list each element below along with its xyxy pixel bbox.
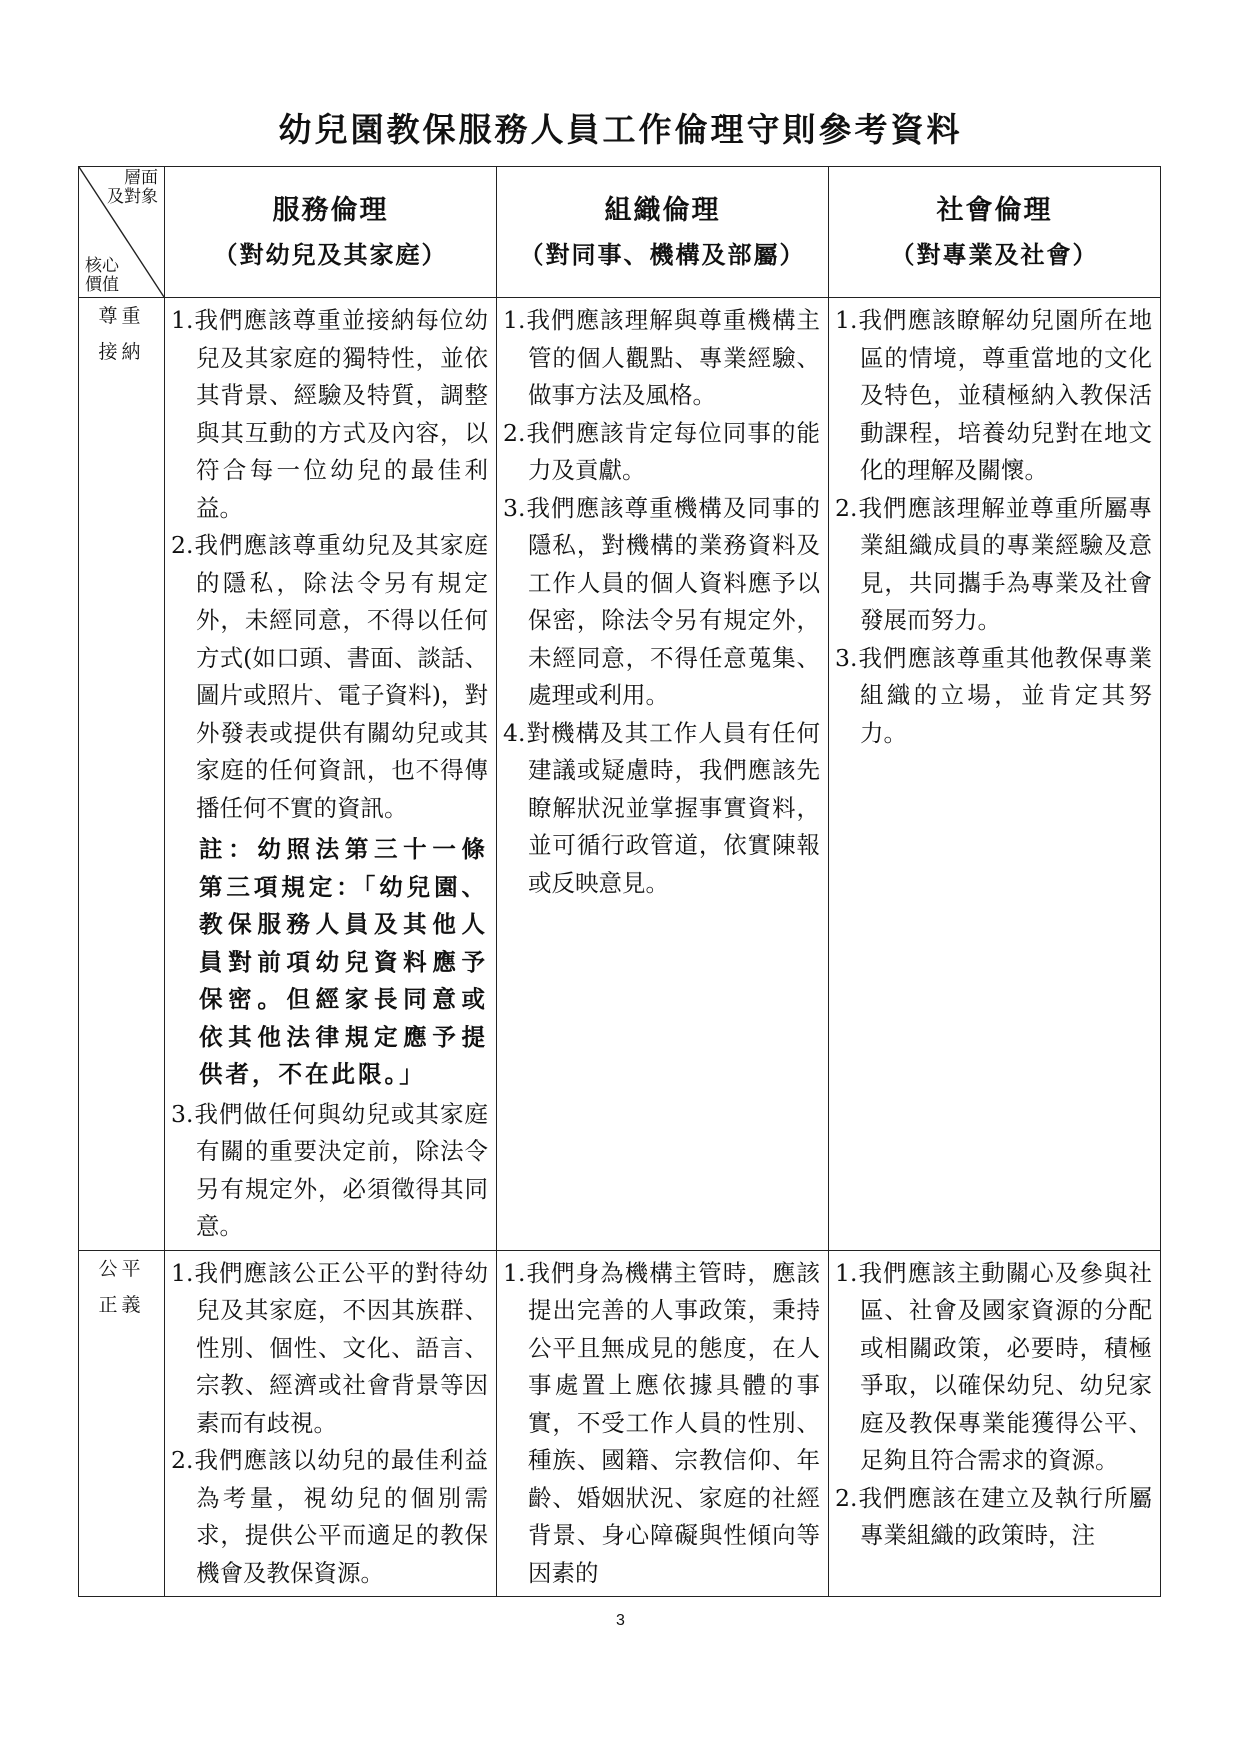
ethics-code-table xyxy=(78,166,1161,1597)
column-header-service xyxy=(165,167,497,298)
core-value-line: 公平 xyxy=(98,1257,145,1280)
column-title: 組織倫理 xyxy=(604,195,721,226)
column-subtitle: （對幼兒及其家庭） xyxy=(213,240,448,269)
table-row xyxy=(79,298,1161,1251)
core-value-cell xyxy=(79,298,165,1251)
column-header-organization xyxy=(497,167,829,298)
list-item: 1.我們應該尊重並接納每位幼兒及其家庭的獨特性，並依其背景、經驗及特質，調整與其互動的方式及內容，以符合每一位幼兒的最佳利益。 xyxy=(171,306,488,522)
table-header-row xyxy=(79,167,1161,298)
list-item: 1.我們應該瞭解幼兒園所在地區的情境，尊重當地的文化及特色，並積極納入教保活動課程，培養幼兒對在地文化的理解及關懷。 xyxy=(835,306,1152,484)
list-item: 1.我們應該理解與尊重機構主管的個人觀點、專業經驗、做事方法及風格。 xyxy=(503,306,820,409)
list-item: 3.我們做任何與幼兒或其家庭有關的重要決定前，除法令另有規定外，必須徵得其同意。 xyxy=(171,1099,488,1240)
list-item: 1.我們應該主動關心及參與社區、社會及國家資源的分配或相關政策，必要時，積極爭取，以確保幼兒、幼兒家庭及教保專業能獲得公平、足夠且符合需求的資源。 xyxy=(835,1258,1152,1474)
page-number: 3 xyxy=(616,1612,625,1629)
organization-ethics-cell xyxy=(497,1250,829,1597)
service-ethics-cell xyxy=(165,298,497,1251)
list-item: 2.我們應該肯定每位同事的能力及貢獻。 xyxy=(503,418,820,484)
corner-dimension-label: 層面 及對象 xyxy=(107,168,158,207)
column-header-society xyxy=(829,167,1161,298)
list-item: 2.我們應該尊重幼兒及其家庭的隱私，除法令另有規定外，未經同意，不得以任何方式(如口頭、書面、談話、圖片或照片、電子資料)，對外發表或提供有關幼兒或其家庭的任何資訊，也不得傳播任何不實的資訊。 xyxy=(171,531,488,822)
list-item: 1.我們身為機構主管時，應該提出完善的人事政策，秉持公平且無成見的態度，在人事處置上應依據具體的事實，不受工作人員的性別、種族、國籍、宗教信仰、年齡、婚姻狀況、家庭的社經背景、身心障礙與性傾向等因素的 xyxy=(503,1258,820,1587)
column-subtitle: （對專業及社會） xyxy=(890,240,1099,269)
list-item: 2.我們應該以幼兒的最佳利益為考量，視幼兒的個別需求，提供公平而適足的教保機會及教保資源。 xyxy=(171,1446,488,1587)
legal-note: 註：幼照法第三十一條第三項規定：「幼兒園、教保服務人員及其他人員對前項幼兒資料應予保密。但經家長同意或依其他法律規定應予提供者，不在此限。」 xyxy=(199,835,488,1088)
core-value-line: 接納 xyxy=(98,341,145,363)
corner-header-cell xyxy=(79,167,165,298)
column-title: 社會倫理 xyxy=(936,195,1053,226)
column-title: 服務倫理 xyxy=(272,195,389,226)
core-value-line: 正義 xyxy=(98,1293,145,1316)
column-subtitle: （對同事、機構及部屬） xyxy=(519,240,806,269)
list-item: 2.我們應該理解並尊重所屬專業組織成員的專業經驗及意見，共同攜手為專業及社會發展而努力。 xyxy=(835,493,1152,634)
corner-core-value-label: 核心 價值 xyxy=(85,256,119,295)
core-value-line: 尊重 xyxy=(98,305,145,327)
list-item: 3.我們應該尊重機構及同事的隱私，對機構的業務資料及工作人員的個人資料應予以保密，除法令另有規定外，未經同意，不得任意蒐集、處理或利用。 xyxy=(503,493,820,709)
society-ethics-cell xyxy=(829,298,1161,1251)
service-ethics-cell xyxy=(165,1250,497,1597)
society-ethics-cell xyxy=(829,1250,1161,1597)
list-item: 1.我們應該公正公平的對待幼兒及其家庭，不因其族群、性別、個性、文化、語言、宗教、經濟或社會背景等因素而有歧視。 xyxy=(171,1258,488,1437)
core-value-cell xyxy=(79,1250,165,1597)
list-item: 4.對機構及其工作人員有任何建議或疑慮時，我們應該先瞭解狀況並掌握事實資料，並可循行政管道，依實陳報或反映意見。 xyxy=(503,718,820,897)
page-title: 幼兒園教保服務人員工作倫理守則參考資料 xyxy=(278,110,963,149)
organization-ethics-cell xyxy=(497,298,829,1251)
list-item: 2.我們應該在建立及執行所屬專業組織的政策時，注 xyxy=(835,1483,1152,1549)
table-row xyxy=(79,1250,1161,1597)
list-item: 3.我們應該尊重其他教保專業組織的立場，並肯定其努力。 xyxy=(835,643,1152,747)
